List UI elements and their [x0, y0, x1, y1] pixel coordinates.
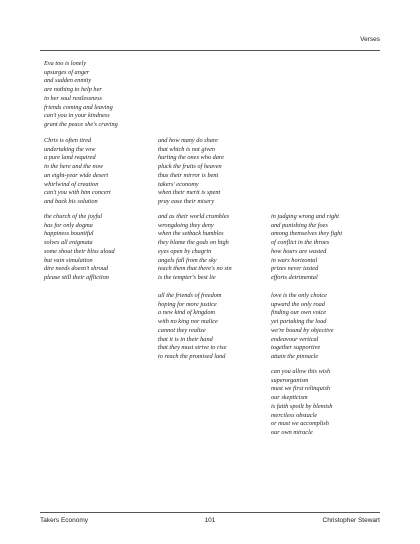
verse-line: friends coming and leaving: [44, 103, 113, 111]
book-title: Takers Economy: [40, 517, 89, 524]
verse-line: our own miracle: [271, 428, 313, 436]
verse-line: and back his solution: [44, 197, 98, 205]
verse-line: to reach the promised land: [158, 352, 226, 360]
verse-line: dire needs doesn't shroud: [44, 265, 109, 273]
verse-line: upsurges of anger: [44, 68, 90, 76]
verse-line: and punishing the foes: [271, 221, 328, 229]
verse-line: must we first relinquish: [271, 385, 331, 393]
verse-line: and as their world crumbles: [158, 213, 230, 220]
verse-line: grant the peace she's craving: [44, 120, 118, 128]
stanza-crumbles: [158, 213, 270, 283]
stanza-wish: [271, 368, 383, 438]
stanza-freedom: [158, 292, 270, 362]
verse-line: and sudden enmity: [44, 77, 92, 85]
author-name: Christopher Stewart: [322, 517, 380, 524]
verse-line: finding our own voice: [271, 309, 327, 317]
verse-line: can't you in your kindness: [44, 112, 110, 120]
verse-line: takers' economy: [158, 180, 199, 188]
verse-line: an eight-year wide desert: [44, 171, 109, 179]
verse-line: Chris is often tired: [44, 137, 92, 144]
verse-line: when their merit is spent: [158, 189, 221, 197]
verse-line: endeavour vertical: [271, 335, 319, 343]
page-number: 101: [204, 517, 216, 524]
verse-line: solves all enigmata: [44, 239, 93, 247]
verse-line: Eva too is lonely: [44, 60, 87, 67]
verse-line: pray ease their misery: [158, 197, 215, 205]
verse-line: eyes open by chagrin: [158, 247, 212, 255]
stanza-share: [158, 137, 270, 207]
verse-line: superorganism: [271, 376, 309, 384]
verse-line: a pure land required: [44, 154, 96, 162]
page-header: [40, 36, 380, 51]
verse-line: whirlwind of creation: [44, 180, 99, 188]
verse-line: in wars horizontal: [271, 256, 318, 264]
verse-line: thus their mirror is bent: [158, 171, 219, 179]
verse-line: cannot they realize: [158, 326, 206, 334]
verse-line: that it is in their hand: [158, 335, 213, 343]
verse-line: with no king nor malice: [158, 318, 218, 326]
verse-line: wrongdoing they deny: [158, 221, 214, 229]
verse-line: upward the only road: [271, 300, 325, 308]
verse-line: that they must strive to rise: [158, 344, 227, 352]
verse-line: that which is not given: [158, 145, 216, 153]
verse-line: together supportive: [271, 344, 321, 352]
stanza-chris: [44, 137, 156, 207]
verse-line: is the tempter's best lie: [158, 273, 216, 281]
verse-line: the church of the joyful: [44, 213, 103, 220]
verse-line: is faith spoilt by blemish: [271, 402, 333, 410]
verse-line: are nothing to help her: [44, 86, 102, 94]
verse-line: has for only dogma: [44, 221, 93, 229]
verse-line: of conflict in the throes: [271, 239, 330, 247]
verse-line: among themselves they fight: [271, 230, 343, 238]
verse-line: they blame the gods on high: [158, 239, 229, 247]
verse-line: hurting the ones who dare: [158, 154, 224, 162]
verse-line: happiness bountiful: [44, 230, 94, 238]
verse-line: and how many do share: [158, 137, 218, 144]
verse-line: hoping for more justice: [158, 300, 217, 308]
verse-line: when the setback humbles: [158, 230, 224, 238]
verse-line: undertaking the vow: [44, 145, 96, 153]
verse-line: pluck the fruits of heaven: [158, 163, 222, 171]
section-title: Verses: [360, 36, 380, 43]
verse-line: in judging wrong and right: [271, 213, 339, 220]
verse-line: angels fall from the sky: [158, 256, 217, 264]
verse-line: in her soul restlessness: [44, 94, 103, 102]
verse-line: in the here and the now: [44, 163, 104, 171]
verse-line: some shout their bliss aloud: [44, 247, 115, 255]
verse-line: we're bound by objective: [271, 326, 334, 334]
verse-line: attain the pinnacle: [271, 352, 319, 360]
verse-line: prizes never tasted: [271, 265, 319, 273]
verse-line: how hours are wasted: [271, 247, 327, 255]
verse-line: a new kind of kingdom: [158, 309, 216, 317]
verse-line: yet partaking the load: [271, 318, 327, 326]
stanza-eva: [44, 60, 156, 130]
verse-line: can you allow this wish: [271, 368, 331, 375]
verse-line: please still their affliction: [44, 273, 109, 281]
page-footer: [40, 512, 380, 527]
verse-line: or must we accomplish: [271, 420, 329, 428]
stanza-church: [44, 213, 156, 283]
verse-line: but vain simulation: [44, 256, 93, 264]
verse-line: love is the only choice: [271, 292, 327, 299]
verse-line: all the friends of freedom: [158, 292, 222, 299]
verse-line: teach them that there's no sin: [158, 265, 232, 273]
verse-line: can't you with him concert: [44, 189, 111, 197]
stanza-judging: [271, 213, 383, 283]
verse-line: efforts detrimental: [271, 273, 318, 281]
verse-line: our skepticism: [271, 394, 308, 402]
stanza-love: [271, 292, 383, 362]
verse-line: merciless obstacle: [271, 411, 318, 419]
